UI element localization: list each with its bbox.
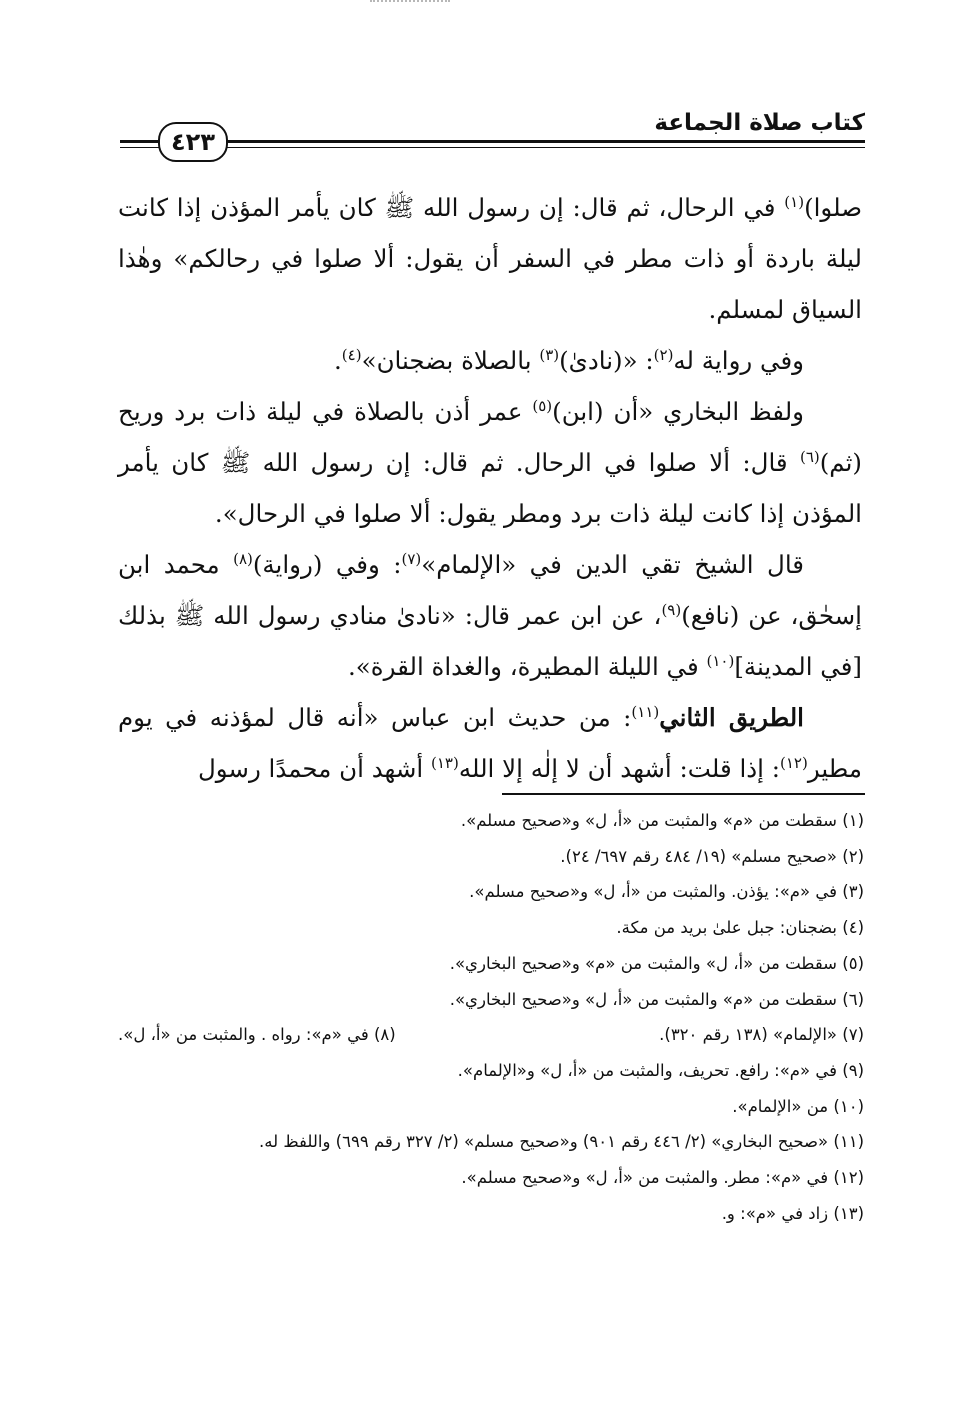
footnote-ref: (١) bbox=[784, 192, 805, 211]
footnote: (١) سقطت من «م» والمثبت من «أ، ل» و«صحيح مسلم». bbox=[460, 811, 864, 830]
section-heading: الطريق الثاني bbox=[659, 703, 804, 732]
footnote-separator bbox=[502, 793, 865, 795]
footnote: (٥) سقطت من «أ، ل» والمثبت من «م» و«صحيح البخاري». bbox=[449, 953, 864, 973]
footnote: (١١) «صحيح البخاري» (٢/ ٤٤٦ رقم ٩٠١) و«صحيح مسلم» (٢/ ٣٢٧ رقم ٦٩٩) واللفظ له. bbox=[259, 1132, 864, 1152]
footnotes bbox=[118, 803, 864, 1231]
footnote-ref: (٣) bbox=[539, 345, 560, 364]
footnote-ref: (٧) bbox=[401, 549, 422, 568]
paragraph-4: قال الشيخ تقي الدين في «الإلمام»$^{(٧)}$: وفي (رواية)$^{(٨)}$ محمد ابن إسحٰق، عن (نافع)$^{(٩)}$، عن ابن عمر قال: «نادىٰ منادي رسول الله ﷺ بذلك [في المدينة]$^{(١٠)}$ في الليلة المطيرة، والغداة القرة». bbox=[118, 549, 862, 681]
footnote-ref: (٨) bbox=[233, 549, 253, 568]
footnote-ref: (٢) bbox=[653, 345, 674, 364]
header-rule-left-thin bbox=[120, 147, 160, 148]
paragraph-2: وفي رواية له$^{(٢)}$: «(نادىٰ)$^{(٣)}$ بالصلاة بضجنان»$^{(٤)}$. bbox=[334, 345, 804, 375]
paragraph-5: الطريق الثاني$^{(١١)}$: من حديث ابن عباس «أنه قال لمؤذنه في يوم مطير$^{(١٢)}$: إذا قلت: أشهد أن لا إلٰه إلا الله$^{(١٣)}$ أشهد أن محمدًا رسول bbox=[118, 702, 862, 783]
footnote-ref: (١٢) bbox=[780, 753, 808, 772]
header-rule-thick bbox=[220, 140, 865, 143]
footnote-ref: (٥) bbox=[532, 396, 553, 415]
footnote: (٨) في «م»: رواه . والمثبت من «أ، ل». bbox=[118, 1025, 396, 1045]
footnote-ref: (٦) bbox=[799, 447, 820, 466]
top-edge-mark bbox=[370, 0, 450, 6]
footnote: (٢) «صحيح مسلم» (١٩/ ٤٨٤ رقم ٦٩٧/ ٢٤). bbox=[560, 846, 864, 866]
footnote-ref: (١٠) bbox=[706, 651, 735, 670]
paragraph-1: صلوا)$^{(١)}$ في الرحال، ثم قال: إن رسول الله ﷺ كان يأمر المؤذن إذا كانت ليلة باردة أو ذات مطر في السفر أن يقول: ألا صلوا في رحالكم» وهٰذا السياق لمسلم. bbox=[118, 192, 862, 324]
footnote-ref: (١٣) bbox=[430, 753, 459, 772]
footnote: (٧) «الإلمام» (١٣٨ رقم ٣٢٠). bbox=[659, 1025, 864, 1045]
running-title: كتاب صلاة الجماعة bbox=[644, 108, 865, 138]
footnote: (١٢) في «م»: مطر. والمثبت من «أ، ل» و«صحيح مسلم». bbox=[461, 1168, 864, 1188]
page-header bbox=[120, 112, 865, 156]
footnote-ref: (١١) bbox=[631, 702, 660, 721]
footnote-ref: (٩) bbox=[661, 600, 682, 619]
footnote: (١٣) زاد في «م»: و. bbox=[721, 1203, 864, 1223]
paragraph-3: ولفظ البخاري «أن (ابن)$^{(٥)}$ عمر أذن بالصلاة في ليلة ذات برد وريح (ثم)$^{(٦)}$ قال: ألا صلوا في الرحال. ثم قال: إن رسول الله ﷺ كان يأمر المؤذن إذا كانت ليلة ذات برد ومطر يقول: ألا صلوا في الرحال». bbox=[118, 396, 862, 528]
footnote-row bbox=[118, 1017, 864, 1053]
main-text bbox=[118, 182, 862, 794]
header-rule-thin bbox=[220, 147, 865, 148]
page-number: ٤٢٣ bbox=[158, 122, 228, 162]
footnote-ref: (٤) bbox=[341, 345, 362, 364]
footnote: (٦) سقطت من «م» والمثبت من «أ، ل» و«صحيح البخاري». bbox=[449, 989, 864, 1009]
footnote: (١٠) من «الإلمام». bbox=[732, 1096, 864, 1116]
footnote: (٩) في «م»: رافع. تحريف، والمثبت من «أ، ل» و«الإلمام». bbox=[457, 1060, 864, 1080]
header-rule-left-thick bbox=[120, 140, 160, 143]
footnote: (٤) بضجنان: جبل علىٰ بريد من مكة. bbox=[616, 918, 864, 938]
footnote: (٣) في «م»: يؤذن. والمثبت من «أ، ل» و«صحيح مسلم». bbox=[469, 882, 864, 902]
